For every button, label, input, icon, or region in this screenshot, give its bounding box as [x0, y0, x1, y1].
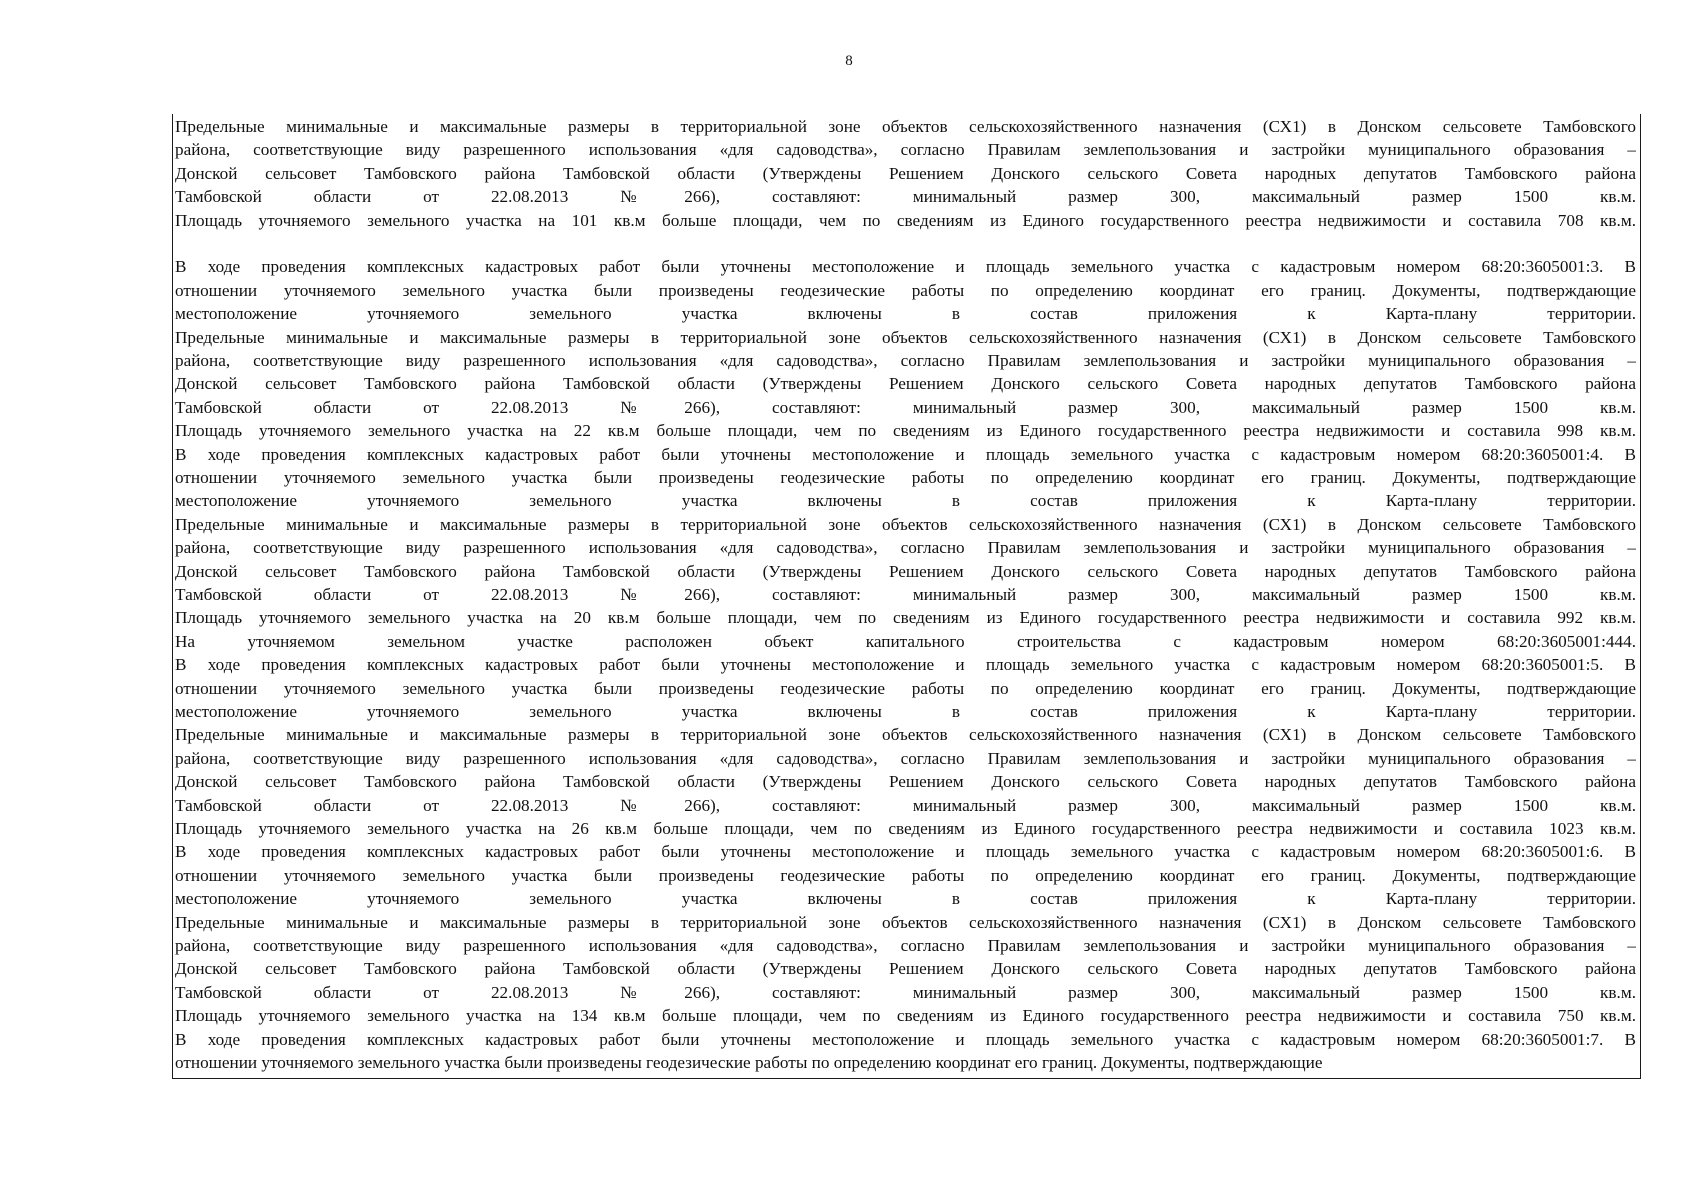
text-line: В ходе проведения комплексных кадастровых работ были уточнены местоположение и площадь земельного участка с кадастровым номером 68:20:3605001:7. В [175, 1029, 1636, 1049]
text-line: местоположение уточняемого земельного участка включены в состав приложения к Карта-плану территории. [175, 304, 1636, 324]
text-line: отношении уточняемого земельного участка были произведены геодезические работы по определению координат его границ. Документы, подтверждающие [175, 1053, 1323, 1072]
text-line: Донской сельсовет Тамбовского района Тамбовской области (Утверждены Решением Донского сельского Совета народных депутатов Тамбовского района [175, 561, 1636, 581]
text-line: Предельные минимальные и максимальные размеры в территориальной зоне объектов сельскохозяйственного назначения (СХ1) в Донском сельсовете Тамбовского [175, 912, 1636, 932]
text-line: местоположение уточняемого земельного участка включены в состав приложения к Карта-плану территории. [175, 491, 1636, 511]
text-line: отношении уточняемого земельного участка были произведены геодезические работы по определению координат его границ. Документы, подтверждающие [175, 865, 1636, 885]
text-line: района, соответствующие виду разрешенного использования «для садоводства», согласно Правилам землепользования и застройки муниципального образования – [175, 748, 1636, 768]
text-line: района, соответствующие виду разрешенного использования «для садоводства», согласно Правилам землепользования и застройки муниципального образования – [175, 538, 1636, 558]
text-line: местоположение уточняемого земельного участка включены в состав приложения к Карта-плану территории. [175, 889, 1636, 909]
document-text-box [172, 114, 1641, 1079]
text-line: В ходе проведения комплексных кадастровых работ были уточнены местоположение и площадь земельного участка с кадастровым номером 68:20:3605001:6. В [175, 842, 1636, 862]
text-line: Донской сельсовет Тамбовского района Тамбовской области (Утверждены Решением Донского сельского Совета народных депутатов Тамбовского района [175, 772, 1636, 792]
text-line: В ходе проведения комплексных кадастровых работ были уточнены местоположение и площадь земельного участка с кадастровым номером 68:20:3605001:4. В [175, 444, 1636, 464]
page-number: 8 [845, 53, 853, 69]
text-line: В ходе проведения комплексных кадастровых работ были уточнены местоположение и площадь земельного участка с кадастровым номером 68:20:3605001:3. В [175, 257, 1636, 277]
text-line: Предельные минимальные и максимальные размеры в территориальной зоне объектов сельскохозяйственного назначения (СХ1) в Донском сельсовете Тамбовского [175, 327, 1636, 347]
text-line: района, соответствующие виду разрешенного использования «для садоводства», согласно Правилам землепользования и застройки муниципального образования – [175, 140, 1636, 160]
text-line: Тамбовской области от 22.08.2013 №266), составляют: минимальный размер 300, максимальный размер 1500 кв.м. [175, 397, 1636, 417]
text-line: На уточняемом земельном участке расположен объект капитального строительства с кадастровым номером 68:20:3605001:444. [175, 631, 1636, 651]
text-line: Площадь уточняемого земельного участка на 20 кв.м больше площади, чем по сведениям из Единого государственного реестра недвижимости и составила 992 кв.м. [175, 608, 1636, 628]
text-line: В ходе проведения комплексных кадастровых работ были уточнены местоположение и площадь земельного участка с кадастровым номером 68:20:3605001:5. В [175, 655, 1636, 675]
text-line: Тамбовской области от 22.08.2013 №266), составляют: минимальный размер 300, максимальный размер 1500 кв.м. [175, 795, 1636, 815]
text-line: Тамбовской области от 22.08.2013 №266), составляют: минимальный размер 300, максимальный размер 1500 кв.м. [175, 585, 1636, 604]
text-line: отношении уточняемого земельного участка были произведены геодезические работы по определению координат его границ. Документы, подтверждающие [175, 468, 1636, 487]
text-line: Донской сельсовет Тамбовского района Тамбовской области (Утверждены Решением Донского сельского Совета народных депутатов Тамбовского района [175, 374, 1636, 394]
text-line: Площадь уточняемого земельного участка на 22 кв.м больше площади, чем по сведениям из Единого государственного реестра недвижимости и составила 998 кв.м. [175, 421, 1636, 441]
text-line: Донской сельсовет Тамбовского района Тамбовской области (Утверждены Решением Донского сельского Совета народных депутатов Тамбовского района [175, 959, 1636, 979]
text-line: Площадь уточняемого земельного участка на 26 кв.м больше площади, чем по сведениям из Единого государственного реестра недвижимости и составила 1023 кв.м. [175, 819, 1636, 838]
text-line: Предельные минимальные и максимальные размеры в территориальной зоне объектов сельскохозяйственного назначения (СХ1) в Донском сельсовете Тамбовского [175, 725, 1636, 745]
text-line: Тамбовской области от 22.08.2013 №266), составляют: минимальный размер 300, максимальный размер 1500 кв.м. [175, 982, 1636, 1002]
text-line: Площадь уточняемого земельного участка на 101 кв.м больше площади, чем по сведениям из Единого государственного реестра недвижимости и составила 708 кв.м. [175, 210, 1636, 230]
text-line: Площадь уточняемого земельного участка на 134 кв.м больше площади, чем по сведениям из Единого государственного реестра недвижимости и составила 750 кв.м. [175, 1006, 1636, 1026]
text-line: района, соответствующие виду разрешенного использования «для садоводства», согласно Правилам землепользования и застройки муниципального образования – [175, 351, 1636, 370]
text-line: Тамбовской области от 22.08.2013 №266), составляют: минимальный размер 300, максимальный размер 1500 кв.м. [175, 187, 1636, 207]
text-line: Предельные минимальные и максимальные размеры в территориальной зоне объектов сельскохозяйственного назначения (СХ1) в Донском сельсовете Тамбовского [175, 514, 1636, 534]
text-line: отношении уточняемого земельного участка были произведены геодезические работы по определению координат его границ. Документы, подтверждающие [175, 678, 1636, 698]
text-line: местоположение уточняемого земельного участка включены в состав приложения к Карта-плану территории. [175, 702, 1636, 721]
text-line: района, соответствующие виду разрешенного использования «для садоводства», согласно Правилам землепользования и застройки муниципального образования – [175, 936, 1636, 955]
blank-line [175, 232, 1636, 255]
text-line: Предельные минимальные и максимальные размеры в территориальной зоне объектов сельскохозяйственного назначения (СХ1) в Донском сельсовете Тамбовского [175, 117, 1636, 136]
text-line: Донской сельсовет Тамбовского района Тамбовской области (Утверждены Решением Донского сельского Совета народных депутатов Тамбовского района [175, 163, 1636, 183]
text-line: отношении уточняемого земельного участка были произведены геодезические работы по определению координат его границ. Документы, подтверждающие [175, 280, 1636, 300]
